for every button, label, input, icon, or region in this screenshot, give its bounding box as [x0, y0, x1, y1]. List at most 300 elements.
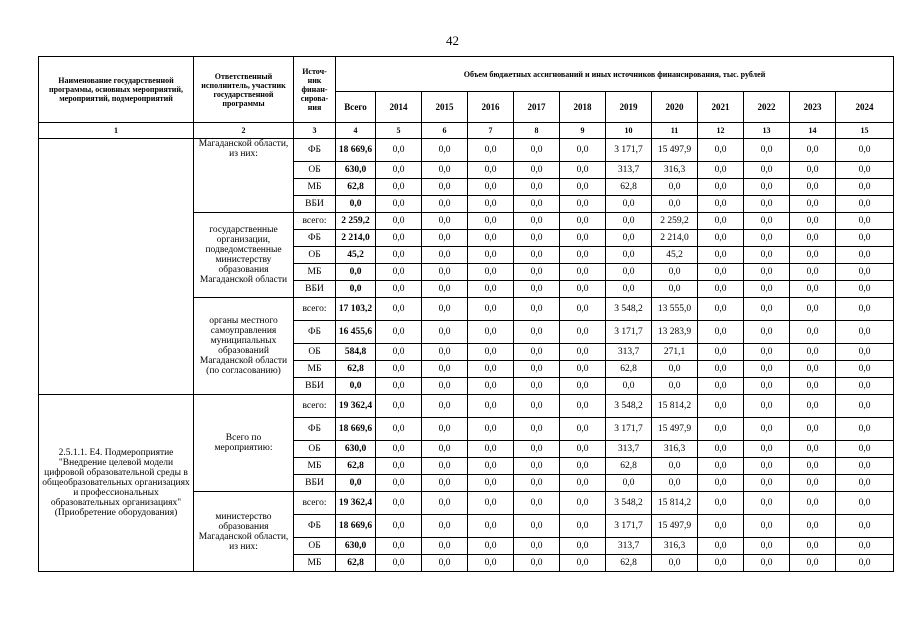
header-year: 2016 — [468, 92, 514, 123]
value-cell: 3 171,7 — [606, 321, 652, 344]
value-cell: 0,0 — [422, 475, 468, 492]
value-cell: 0,0 — [560, 139, 606, 162]
executor-cell: государственные организации, подведомственные министерству образования Магаданской области — [194, 213, 294, 298]
value-cell: 0,0 — [790, 139, 836, 162]
source-cell: ОБ — [294, 441, 336, 458]
source-cell: МБ — [294, 458, 336, 475]
value-cell: 0,0 — [468, 321, 514, 344]
header-year: 2023 — [790, 92, 836, 123]
value-cell: 0,0 — [560, 418, 606, 441]
value-cell: 0,0 — [422, 492, 468, 515]
value-cell: 0,0 — [744, 378, 790, 395]
value-cell: 0,0 — [468, 515, 514, 538]
value-cell: 0,0 — [514, 361, 560, 378]
value-cell: 313,7 — [606, 344, 652, 361]
value-cell: 15 497,9 — [652, 139, 698, 162]
value-cell: 0,0 — [652, 281, 698, 298]
value-cell: 0,0 — [744, 441, 790, 458]
value-cell: 0,0 — [744, 179, 790, 196]
header-year: 2015 — [422, 92, 468, 123]
measure-name-cell — [39, 139, 194, 395]
header-total: Всего — [336, 92, 376, 123]
source-cell: МБ — [294, 179, 336, 196]
source-cell: ОБ — [294, 344, 336, 361]
value-cell: 0,0 — [606, 196, 652, 213]
value-cell: 0,0 — [560, 515, 606, 538]
column-number: 9 — [560, 123, 606, 139]
value-cell: 0,0 — [836, 492, 894, 515]
value-cell: 0,0 — [698, 179, 744, 196]
value-cell: 13 283,9 — [652, 321, 698, 344]
value-cell: 0,0 — [698, 555, 744, 572]
value-cell: 0,0 — [836, 321, 894, 344]
column-number: 2 — [194, 123, 294, 139]
executor-cell: Магаданской области, из них: — [194, 139, 294, 213]
value-cell: 0,0 — [836, 298, 894, 321]
value-cell: 0,0 — [744, 555, 790, 572]
value-cell: 0,0 — [376, 213, 422, 230]
value-cell: 0,0 — [744, 475, 790, 492]
value-cell: 3 548,2 — [606, 298, 652, 321]
source-cell: ОБ — [294, 247, 336, 264]
value-cell: 0,0 — [744, 395, 790, 418]
header-year: 2022 — [744, 92, 790, 123]
total-cell: 18 669,6 — [336, 515, 376, 538]
source-cell: ВБИ — [294, 378, 336, 395]
value-cell: 0,0 — [514, 264, 560, 281]
column-number: 13 — [744, 123, 790, 139]
total-cell: 630,0 — [336, 441, 376, 458]
value-cell: 0,0 — [790, 458, 836, 475]
value-cell: 0,0 — [422, 281, 468, 298]
source-cell: ОБ — [294, 162, 336, 179]
value-cell: 0,0 — [376, 555, 422, 572]
value-cell: 0,0 — [698, 361, 744, 378]
value-cell: 0,0 — [514, 475, 560, 492]
value-cell: 15 814,2 — [652, 492, 698, 515]
value-cell: 0,0 — [514, 441, 560, 458]
value-cell: 0,0 — [422, 162, 468, 179]
value-cell: 0,0 — [836, 538, 894, 555]
value-cell: 0,0 — [652, 196, 698, 213]
header-name: Наименование государственной программы, основных мероприятий, мероприятий, подмероприятий — [39, 57, 194, 123]
value-cell: 0,0 — [422, 378, 468, 395]
value-cell: 0,0 — [698, 321, 744, 344]
value-cell: 0,0 — [790, 515, 836, 538]
header-funding: Объем бюджетных ассигнований и иных источников финансирования, тыс. рублей — [336, 57, 894, 92]
value-cell: 0,0 — [468, 298, 514, 321]
value-cell: 0,0 — [560, 264, 606, 281]
value-cell: 0,0 — [376, 378, 422, 395]
source-cell: ФБ — [294, 139, 336, 162]
value-cell: 0,0 — [422, 458, 468, 475]
executor-cell: министерство образования Магаданской области, из них: — [194, 492, 294, 572]
value-cell: 0,0 — [560, 361, 606, 378]
header-year: 2021 — [698, 92, 744, 123]
value-cell: 0,0 — [698, 247, 744, 264]
value-cell: 0,0 — [514, 281, 560, 298]
value-cell: 0,0 — [514, 344, 560, 361]
total-cell: 62,8 — [336, 361, 376, 378]
value-cell: 0,0 — [376, 458, 422, 475]
value-cell: 0,0 — [836, 264, 894, 281]
value-cell: 0,0 — [514, 196, 560, 213]
column-number: 6 — [422, 123, 468, 139]
value-cell: 0,0 — [422, 441, 468, 458]
value-cell: 0,0 — [376, 361, 422, 378]
value-cell: 0,0 — [376, 139, 422, 162]
value-cell: 0,0 — [514, 555, 560, 572]
column-number: 10 — [606, 123, 652, 139]
total-cell: 16 455,6 — [336, 321, 376, 344]
value-cell: 0,0 — [422, 395, 468, 418]
value-cell: 0,0 — [606, 378, 652, 395]
source-cell: МБ — [294, 264, 336, 281]
value-cell: 0,0 — [790, 230, 836, 247]
column-number: 1 — [39, 123, 194, 139]
value-cell: 0,0 — [790, 264, 836, 281]
value-cell: 0,0 — [376, 162, 422, 179]
value-cell: 0,0 — [514, 418, 560, 441]
value-cell: 0,0 — [698, 475, 744, 492]
value-cell: 0,0 — [744, 264, 790, 281]
value-cell: 316,3 — [652, 162, 698, 179]
total-cell: 62,8 — [336, 555, 376, 572]
value-cell: 0,0 — [790, 162, 836, 179]
value-cell: 0,0 — [744, 162, 790, 179]
value-cell: 0,0 — [744, 344, 790, 361]
value-cell: 0,0 — [836, 515, 894, 538]
value-cell: 0,0 — [652, 361, 698, 378]
column-number: 5 — [376, 123, 422, 139]
value-cell: 0,0 — [790, 361, 836, 378]
value-cell: 0,0 — [376, 344, 422, 361]
value-cell: 0,0 — [790, 378, 836, 395]
value-cell: 0,0 — [422, 321, 468, 344]
value-cell: 0,0 — [790, 281, 836, 298]
value-cell: 0,0 — [422, 538, 468, 555]
value-cell: 0,0 — [790, 395, 836, 418]
value-cell: 0,0 — [376, 179, 422, 196]
total-cell: 45,2 — [336, 247, 376, 264]
value-cell: 0,0 — [376, 321, 422, 344]
column-number: 4 — [336, 123, 376, 139]
total-cell: 62,8 — [336, 458, 376, 475]
value-cell: 0,0 — [422, 344, 468, 361]
total-cell: 630,0 — [336, 538, 376, 555]
value-cell: 0,0 — [468, 395, 514, 418]
value-cell: 0,0 — [652, 475, 698, 492]
column-number: 11 — [652, 123, 698, 139]
source-cell: ФБ — [294, 418, 336, 441]
value-cell: 0,0 — [560, 475, 606, 492]
value-cell: 0,0 — [744, 139, 790, 162]
value-cell: 0,0 — [376, 298, 422, 321]
value-cell: 0,0 — [560, 395, 606, 418]
value-cell: 0,0 — [468, 264, 514, 281]
value-cell: 0,0 — [744, 281, 790, 298]
total-cell: 18 669,6 — [336, 418, 376, 441]
total-cell: 630,0 — [336, 162, 376, 179]
value-cell: 3 171,7 — [606, 515, 652, 538]
value-cell: 0,0 — [376, 196, 422, 213]
value-cell: 0,0 — [698, 538, 744, 555]
value-cell: 2 259,2 — [652, 213, 698, 230]
value-cell: 0,0 — [468, 196, 514, 213]
value-cell: 0,0 — [514, 395, 560, 418]
value-cell: 0,0 — [468, 139, 514, 162]
value-cell: 0,0 — [744, 213, 790, 230]
value-cell: 0,0 — [560, 213, 606, 230]
value-cell: 0,0 — [422, 361, 468, 378]
value-cell: 313,7 — [606, 441, 652, 458]
value-cell: 0,0 — [790, 213, 836, 230]
value-cell: 0,0 — [422, 515, 468, 538]
value-cell: 0,0 — [560, 344, 606, 361]
table-row — [39, 395, 894, 418]
source-cell: ВБИ — [294, 281, 336, 298]
value-cell: 0,0 — [836, 378, 894, 395]
value-cell: 0,0 — [836, 196, 894, 213]
value-cell: 0,0 — [836, 213, 894, 230]
value-cell: 2 214,0 — [652, 230, 698, 247]
value-cell: 0,0 — [606, 475, 652, 492]
value-cell: 0,0 — [560, 196, 606, 213]
value-cell: 0,0 — [606, 281, 652, 298]
source-cell: ВБИ — [294, 475, 336, 492]
value-cell: 0,0 — [836, 230, 894, 247]
value-cell: 62,8 — [606, 458, 652, 475]
value-cell: 0,0 — [560, 492, 606, 515]
value-cell: 13 555,0 — [652, 298, 698, 321]
source-cell: всего: — [294, 395, 336, 418]
value-cell: 0,0 — [560, 281, 606, 298]
value-cell: 0,0 — [468, 378, 514, 395]
header-year: 2020 — [652, 92, 698, 123]
value-cell: 0,0 — [514, 538, 560, 555]
source-cell: ФБ — [294, 515, 336, 538]
value-cell: 316,3 — [652, 441, 698, 458]
value-cell: 0,0 — [790, 475, 836, 492]
header-source: Источ-ник финан-сирова-ния — [294, 57, 336, 123]
source-cell: ВБИ — [294, 196, 336, 213]
total-cell: 19 362,4 — [336, 395, 376, 418]
value-cell: 0,0 — [560, 458, 606, 475]
value-cell: 0,0 — [744, 492, 790, 515]
value-cell: 0,0 — [836, 441, 894, 458]
value-cell: 0,0 — [560, 247, 606, 264]
value-cell: 0,0 — [560, 538, 606, 555]
value-cell: 0,0 — [744, 247, 790, 264]
value-cell: 0,0 — [744, 515, 790, 538]
value-cell: 0,0 — [790, 247, 836, 264]
total-cell: 2 259,2 — [336, 213, 376, 230]
source-cell: всего: — [294, 213, 336, 230]
value-cell: 0,0 — [514, 247, 560, 264]
value-cell: 0,0 — [422, 196, 468, 213]
value-cell: 0,0 — [698, 139, 744, 162]
value-cell: 0,0 — [560, 298, 606, 321]
value-cell: 0,0 — [514, 162, 560, 179]
value-cell: 0,0 — [376, 441, 422, 458]
value-cell: 0,0 — [836, 458, 894, 475]
value-cell: 0,0 — [744, 538, 790, 555]
value-cell: 0,0 — [836, 395, 894, 418]
column-number: 3 — [294, 123, 336, 139]
value-cell: 15 497,9 — [652, 418, 698, 441]
value-cell: 0,0 — [698, 196, 744, 213]
value-cell: 3 548,2 — [606, 395, 652, 418]
value-cell: 0,0 — [468, 418, 514, 441]
value-cell: 0,0 — [468, 458, 514, 475]
value-cell: 0,0 — [744, 458, 790, 475]
value-cell: 0,0 — [698, 441, 744, 458]
value-cell: 0,0 — [514, 458, 560, 475]
value-cell: 0,0 — [698, 458, 744, 475]
value-cell: 0,0 — [422, 213, 468, 230]
column-number: 7 — [468, 123, 514, 139]
value-cell: 0,0 — [468, 281, 514, 298]
value-cell: 15 814,2 — [652, 395, 698, 418]
value-cell: 0,0 — [514, 492, 560, 515]
value-cell: 0,0 — [698, 281, 744, 298]
value-cell: 0,0 — [468, 179, 514, 196]
value-cell: 0,0 — [422, 555, 468, 572]
executor-cell: Всего по мероприятию: — [194, 395, 294, 492]
value-cell: 0,0 — [790, 179, 836, 196]
value-cell: 0,0 — [790, 555, 836, 572]
value-cell: 0,0 — [560, 179, 606, 196]
value-cell: 0,0 — [836, 475, 894, 492]
value-cell: 0,0 — [698, 418, 744, 441]
source-cell: ОБ — [294, 538, 336, 555]
column-number: 8 — [514, 123, 560, 139]
value-cell: 0,0 — [422, 179, 468, 196]
value-cell: 0,0 — [422, 298, 468, 321]
source-cell: ФБ — [294, 321, 336, 344]
value-cell: 0,0 — [836, 344, 894, 361]
source-cell: МБ — [294, 361, 336, 378]
value-cell: 0,0 — [560, 230, 606, 247]
value-cell: 0,0 — [376, 492, 422, 515]
value-cell: 0,0 — [652, 555, 698, 572]
value-cell: 0,0 — [698, 264, 744, 281]
value-cell: 0,0 — [514, 230, 560, 247]
value-cell: 0,0 — [468, 475, 514, 492]
value-cell: 0,0 — [652, 378, 698, 395]
value-cell: 0,0 — [698, 162, 744, 179]
column-number: 12 — [698, 123, 744, 139]
value-cell: 0,0 — [836, 139, 894, 162]
value-cell: 0,0 — [514, 179, 560, 196]
value-cell: 0,0 — [790, 441, 836, 458]
value-cell: 0,0 — [376, 247, 422, 264]
budget-table — [38, 56, 894, 572]
source-cell: МБ — [294, 555, 336, 572]
value-cell: 0,0 — [836, 361, 894, 378]
value-cell: 45,2 — [652, 247, 698, 264]
value-cell: 0,0 — [376, 418, 422, 441]
value-cell: 0,0 — [836, 418, 894, 441]
value-cell: 0,0 — [376, 264, 422, 281]
value-cell: 3 171,7 — [606, 139, 652, 162]
header-year: 2019 — [606, 92, 652, 123]
value-cell: 0,0 — [606, 264, 652, 281]
value-cell: 0,0 — [468, 538, 514, 555]
value-cell: 0,0 — [560, 555, 606, 572]
executor-cell: органы местного самоуправления муниципальных образований Магаданской области (по согласованию) — [194, 298, 294, 395]
value-cell: 0,0 — [514, 139, 560, 162]
value-cell: 0,0 — [836, 179, 894, 196]
value-cell: 0,0 — [468, 441, 514, 458]
value-cell: 0,0 — [560, 378, 606, 395]
value-cell: 0,0 — [514, 515, 560, 538]
value-cell: 0,0 — [744, 321, 790, 344]
value-cell: 0,0 — [468, 230, 514, 247]
value-cell: 0,0 — [652, 179, 698, 196]
source-cell: всего: — [294, 492, 336, 515]
value-cell: 62,8 — [606, 555, 652, 572]
header-year: 2018 — [560, 92, 606, 123]
value-cell: 0,0 — [514, 213, 560, 230]
value-cell: 0,0 — [790, 298, 836, 321]
value-cell: 0,0 — [744, 196, 790, 213]
source-cell: ФБ — [294, 230, 336, 247]
value-cell: 271,1 — [652, 344, 698, 361]
value-cell: 0,0 — [468, 162, 514, 179]
value-cell: 0,0 — [468, 213, 514, 230]
value-cell: 0,0 — [698, 492, 744, 515]
source-cell: всего: — [294, 298, 336, 321]
value-cell: 313,7 — [606, 538, 652, 555]
value-cell: 0,0 — [698, 298, 744, 321]
total-cell: 0,0 — [336, 196, 376, 213]
total-cell: 0,0 — [336, 378, 376, 395]
total-cell: 0,0 — [336, 264, 376, 281]
header-year: 2014 — [376, 92, 422, 123]
header-year: 2017 — [514, 92, 560, 123]
header-year: 2024 — [836, 92, 894, 123]
value-cell: 313,7 — [606, 162, 652, 179]
value-cell: 0,0 — [376, 538, 422, 555]
value-cell: 3 171,7 — [606, 418, 652, 441]
total-cell: 584,8 — [336, 344, 376, 361]
value-cell: 0,0 — [652, 264, 698, 281]
value-cell: 0,0 — [836, 247, 894, 264]
value-cell: 0,0 — [422, 264, 468, 281]
value-cell: 62,8 — [606, 361, 652, 378]
value-cell: 0,0 — [836, 281, 894, 298]
value-cell: 0,0 — [698, 344, 744, 361]
header-executor: Ответственный исполнитель, участник государственной программы — [194, 57, 294, 123]
value-cell: 0,0 — [790, 344, 836, 361]
value-cell: 0,0 — [790, 196, 836, 213]
value-cell: 0,0 — [560, 441, 606, 458]
total-cell: 17 103,2 — [336, 298, 376, 321]
value-cell: 0,0 — [606, 230, 652, 247]
total-cell: 18 669,6 — [336, 139, 376, 162]
value-cell: 0,0 — [652, 458, 698, 475]
column-number: 14 — [790, 123, 836, 139]
value-cell: 0,0 — [422, 230, 468, 247]
value-cell: 0,0 — [376, 475, 422, 492]
page-number: 42 — [446, 33, 459, 48]
value-cell: 0,0 — [376, 395, 422, 418]
total-cell: 62,8 — [336, 179, 376, 196]
value-cell: 0,0 — [422, 139, 468, 162]
value-cell: 0,0 — [560, 162, 606, 179]
value-cell: 0,0 — [468, 555, 514, 572]
